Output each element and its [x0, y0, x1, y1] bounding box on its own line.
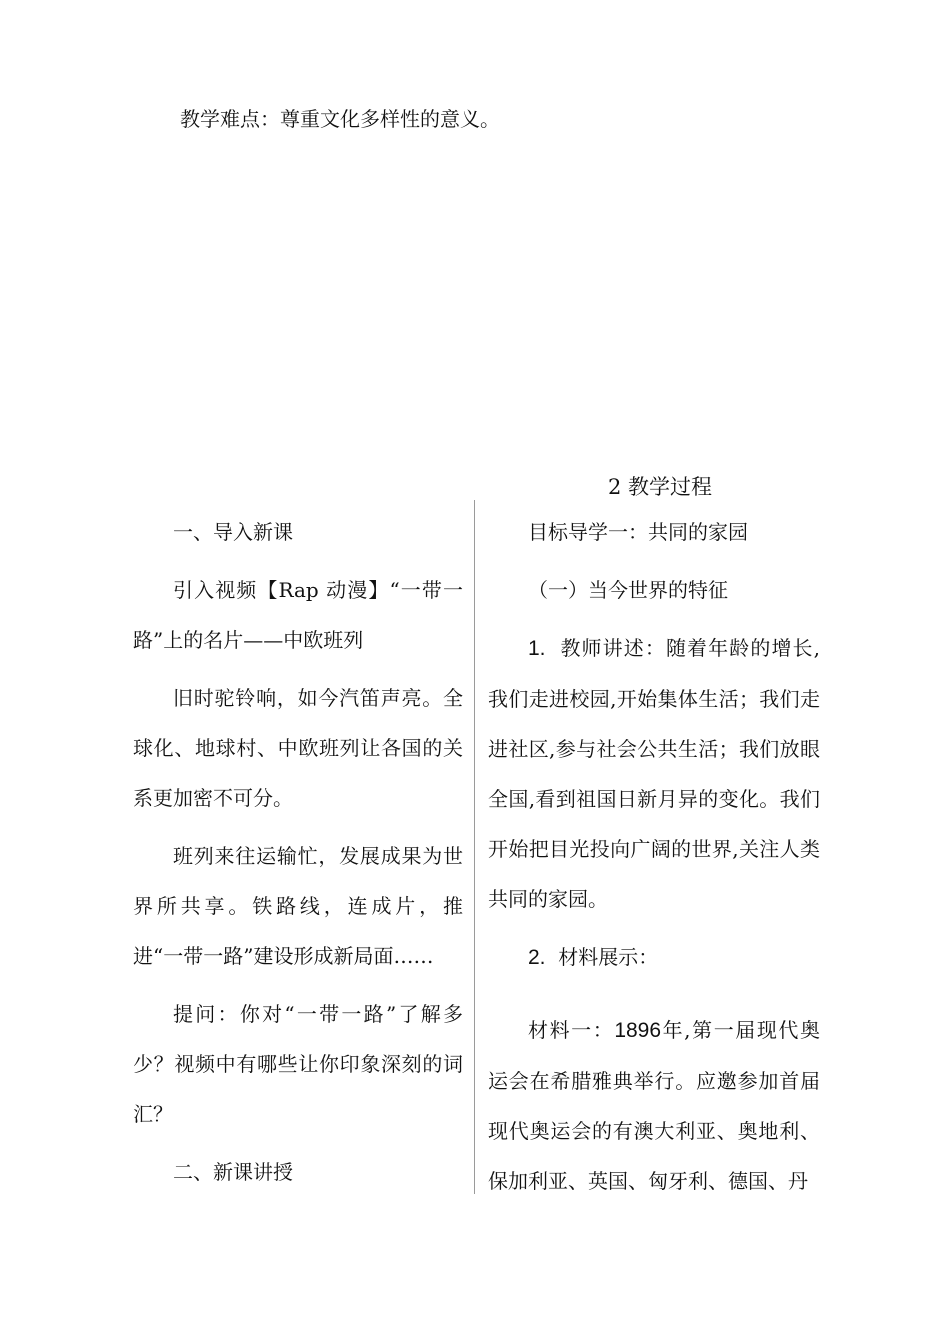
left-column	[133, 507, 463, 1205]
column-divider	[474, 500, 475, 1194]
list-item-1-text: 教师讲述：随着年龄的增长,我们走进校园,开始集体生活；我们走进社区,参与社会公共生活；我们放眼全国,看到祖国日新月异的变化。我们开始把目光投向广阔的世界,关注人类共同的家园。	[488, 636, 821, 911]
material-1-label: 材料一：	[528, 1018, 615, 1042]
intro-heading: 一、导入新课	[173, 520, 293, 544]
teaching-difficulty: 教学难点：尊重文化多样性的意义。	[180, 107, 500, 131]
goal-heading: 目标导学一：共同的家园	[528, 520, 748, 544]
list-item-2-number: 2.	[528, 946, 546, 969]
material-1-year: 1896	[614, 1019, 662, 1042]
list-item-2-text: 材料展示：	[558, 945, 659, 969]
list-item-2	[488, 932, 820, 983]
list-item-1	[488, 623, 820, 924]
video-intro: 引入视频【Rap 动漫】“一带一路”上的名片——中欧班列	[133, 578, 463, 652]
material-1	[488, 1005, 820, 1206]
sub-heading: （一）当今世界的特征	[528, 578, 728, 602]
material-1-text: 年,第一届现代奥运会在希腊雅典举行。应邀参加首届现代奥运会的有澳大利亚、奥地利、保加利亚、英国、匈牙利、德国、丹	[488, 1018, 821, 1193]
intro-question: 提问：你对“一带一路”了解多少？视频中有哪些让你印象深刻的词汇？	[133, 1002, 463, 1126]
intro-paragraph-2: 班列来往运输忙，发展成果为世界所共享。铁路线，连成片，推进“一带一路”建设形成新局面……	[133, 844, 463, 968]
right-column	[488, 507, 820, 1214]
list-item-1-number: 1.	[528, 637, 546, 660]
new-lesson-heading: 二、新课讲授	[173, 1160, 293, 1184]
intro-paragraph-1: 旧时驼铃响，如今汽笛声亮。全球化、地球村、中欧班列让各国的关系更加密不可分。	[133, 686, 463, 810]
section-title: 2 教学过程	[608, 475, 713, 499]
